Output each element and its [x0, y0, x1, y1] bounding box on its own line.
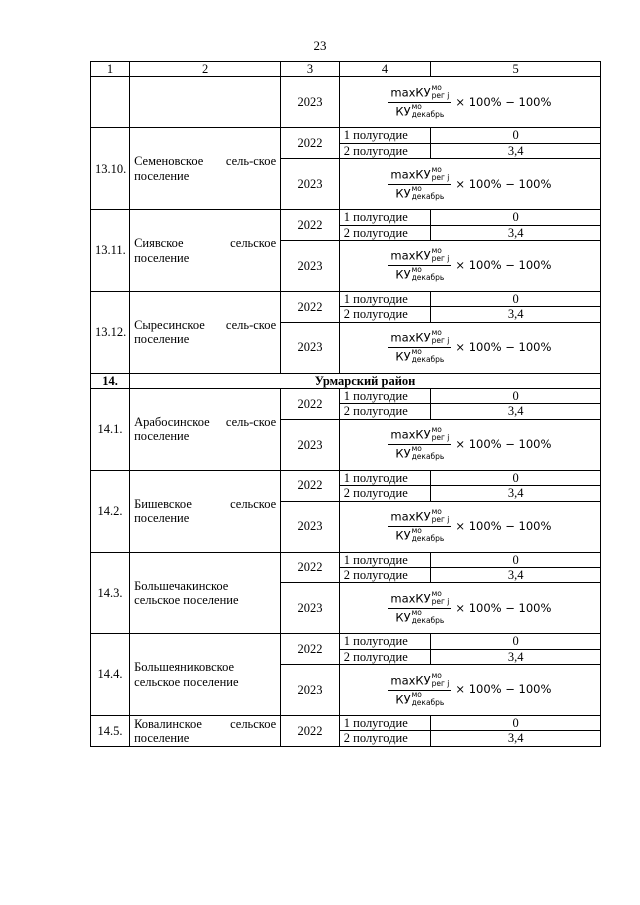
year-cell: 2023 — [281, 501, 340, 552]
settlement-name-cell: Арабосинское сель-ское поселение — [130, 389, 281, 471]
formula-denominator: КУ мо декабрь — [395, 101, 445, 119]
value-cell: 3,4 — [431, 486, 601, 501]
year-cell: 2023 — [281, 159, 340, 210]
value-cell: 0 — [431, 634, 601, 649]
row-number-cell: 13.10. — [91, 128, 130, 210]
half-year-cell: 1 полугодие — [339, 210, 431, 225]
row-number-cell: 14.3. — [91, 552, 130, 634]
formula-cell — [339, 159, 600, 210]
value-cell: 3,4 — [431, 731, 601, 746]
header-cell: 4 — [339, 62, 431, 77]
year-cell: 2023 — [281, 665, 340, 716]
formula-cell — [339, 240, 600, 291]
formula-fraction — [388, 164, 451, 202]
section-number-cell: 14. — [91, 373, 130, 388]
growth-formula — [388, 509, 551, 544]
formula-fraction — [388, 670, 451, 708]
formula-cell — [339, 419, 600, 470]
formula-denominator: КУ мо декабрь — [395, 265, 445, 283]
formula-numerator: maxКУ мо рег j — [388, 248, 451, 266]
settlement-name-cell: Сыресинское сель-ское поселение — [130, 291, 281, 373]
growth-formula — [388, 427, 551, 462]
settlement-name-cell: Большечакинское сельское поселение — [130, 552, 281, 634]
formula-cell — [339, 665, 600, 716]
formula-fraction — [388, 588, 451, 626]
value-cell: 0 — [431, 716, 601, 731]
half-year-cell: 1 полугодие — [339, 291, 431, 306]
name-cell — [130, 77, 281, 128]
growth-formula — [388, 82, 552, 120]
formula-denominator: КУ мо декабрь — [395, 183, 445, 201]
settlement-name-cell: Ковалинское сельское поселение — [130, 716, 281, 747]
row-number-cell: 14.4. — [91, 634, 130, 716]
row-number-cell: 14.2. — [91, 470, 130, 552]
formula-numerator: maxКУ мо рег j — [388, 591, 451, 609]
year-cell: 2023 — [281, 419, 340, 470]
table-row — [91, 389, 601, 404]
value-cell: 0 — [431, 389, 601, 404]
year-cell: 2023 — [281, 240, 340, 291]
header-cell: 5 — [431, 62, 601, 77]
half-year-cell: 2 полугодие — [339, 307, 431, 322]
growth-formula — [388, 248, 551, 283]
formula-tail: × 100% − 100% — [455, 682, 552, 697]
row-number-cell: 13.12. — [91, 291, 130, 373]
half-year-cell: 2 полугодие — [339, 486, 431, 501]
half-year-cell: 1 полугодие — [339, 128, 431, 143]
half-year-cell: 1 полугодие — [339, 716, 431, 731]
formula-tail: × 100% − 100% — [455, 258, 552, 273]
value-cell: 0 — [431, 128, 601, 143]
formula-tail: × 100% − 100% — [455, 340, 552, 355]
formula-fraction — [388, 82, 451, 120]
formula-denominator: КУ мо декабрь — [395, 689, 445, 707]
formula-tail: × 100% − 100% — [455, 176, 552, 191]
half-year-cell: 2 полугодие — [339, 225, 431, 240]
formula-numerator: maxКУ мо рег j — [388, 673, 451, 691]
formula-denominator: КУ мо декабрь — [395, 526, 445, 543]
formula-cell — [339, 77, 600, 128]
half-year-cell: 2 полугодие — [339, 143, 431, 158]
value-cell: 0 — [431, 291, 601, 306]
section-row — [91, 373, 601, 388]
value-cell: 3,4 — [431, 404, 601, 419]
year-cell: 2022 — [281, 634, 340, 665]
page-number: 23 — [313, 38, 327, 53]
value-cell: 3,4 — [431, 143, 601, 158]
formula-numerator: maxКУ мо рег j — [388, 509, 451, 527]
value-cell: 3,4 — [431, 567, 601, 582]
value-cell: 3,4 — [431, 649, 601, 664]
formula-fraction — [388, 427, 451, 462]
half-year-cell: 1 полугодие — [339, 389, 431, 404]
year-cell: 2022 — [281, 470, 340, 501]
table-row — [91, 716, 601, 731]
row-number-cell: 14.5. — [91, 716, 130, 747]
year-cell: 2022 — [281, 291, 340, 322]
header-cell: 1 — [91, 62, 130, 77]
growth-formula — [388, 588, 552, 626]
formula-fraction — [388, 509, 451, 544]
half-year-cell: 2 полугодие — [339, 567, 431, 582]
half-year-cell: 2 полугодие — [339, 649, 431, 664]
formula-cell — [339, 322, 600, 373]
row-number-cell — [91, 77, 130, 128]
year-cell: 2022 — [281, 128, 340, 159]
formula-fraction — [388, 248, 451, 283]
settlement-name-cell: Сиявское сельское поселение — [130, 210, 281, 292]
value-cell: 0 — [431, 470, 601, 485]
table-row — [91, 77, 601, 128]
growth-formula — [388, 330, 551, 365]
settlement-name-cell: Бишевское сельское поселение — [130, 470, 281, 552]
formula-cell — [339, 583, 600, 634]
row-number-cell: 14.1. — [91, 389, 130, 471]
formula-denominator: КУ мо декабрь — [395, 607, 445, 625]
formula-tail: × 100% − 100% — [455, 437, 552, 452]
formula-numerator: maxКУ мо рег j — [388, 167, 451, 185]
year-cell: 2022 — [281, 716, 340, 747]
tariff-table — [90, 61, 601, 747]
formula-tail: × 100% − 100% — [455, 94, 552, 109]
value-cell: 0 — [431, 210, 601, 225]
formula-denominator: КУ мо декабрь — [395, 347, 445, 365]
growth-formula — [388, 164, 552, 202]
formula-cell — [339, 501, 600, 552]
value-cell: 0 — [431, 552, 601, 567]
growth-formula — [388, 670, 552, 708]
header-cell: 2 — [130, 62, 281, 77]
table-row — [91, 291, 601, 306]
header-cell: 3 — [281, 62, 340, 77]
year-cell: 2022 — [281, 552, 340, 583]
table-header-row — [91, 62, 601, 77]
table-row — [91, 470, 601, 485]
year-cell: 2022 — [281, 210, 340, 241]
row-number-cell: 13.11. — [91, 210, 130, 292]
value-cell: 3,4 — [431, 307, 601, 322]
formula-fraction — [388, 330, 451, 365]
value-cell: 3,4 — [431, 225, 601, 240]
formula-numerator: maxКУ мо рег j — [388, 85, 451, 103]
year-cell: 2023 — [281, 583, 340, 634]
formula-denominator: КУ мо декабрь — [395, 444, 445, 462]
formula-numerator: maxКУ мо рег j — [388, 427, 451, 445]
settlement-name-cell: Семеновское сель-ское поселение — [130, 128, 281, 210]
table-row — [91, 552, 601, 567]
table-row — [91, 128, 601, 143]
half-year-cell: 2 полугодие — [339, 731, 431, 746]
half-year-cell: 2 полугодие — [339, 404, 431, 419]
section-title-cell: Урмарский район — [130, 373, 601, 388]
formula-numerator: maxКУ мо рег j — [388, 330, 451, 348]
year-cell: 2023 — [281, 77, 340, 128]
year-cell: 2022 — [281, 389, 340, 420]
year-cell: 2023 — [281, 322, 340, 373]
settlement-name-cell: Большеяниковское сельское поселение — [130, 634, 281, 716]
formula-tail: × 100% − 100% — [455, 518, 552, 533]
half-year-cell: 1 полугодие — [339, 470, 431, 485]
table-row — [91, 634, 601, 649]
half-year-cell: 1 полугодие — [339, 634, 431, 649]
half-year-cell: 1 полугодие — [339, 552, 431, 567]
table-row — [91, 210, 601, 225]
formula-tail: × 100% − 100% — [455, 600, 552, 615]
